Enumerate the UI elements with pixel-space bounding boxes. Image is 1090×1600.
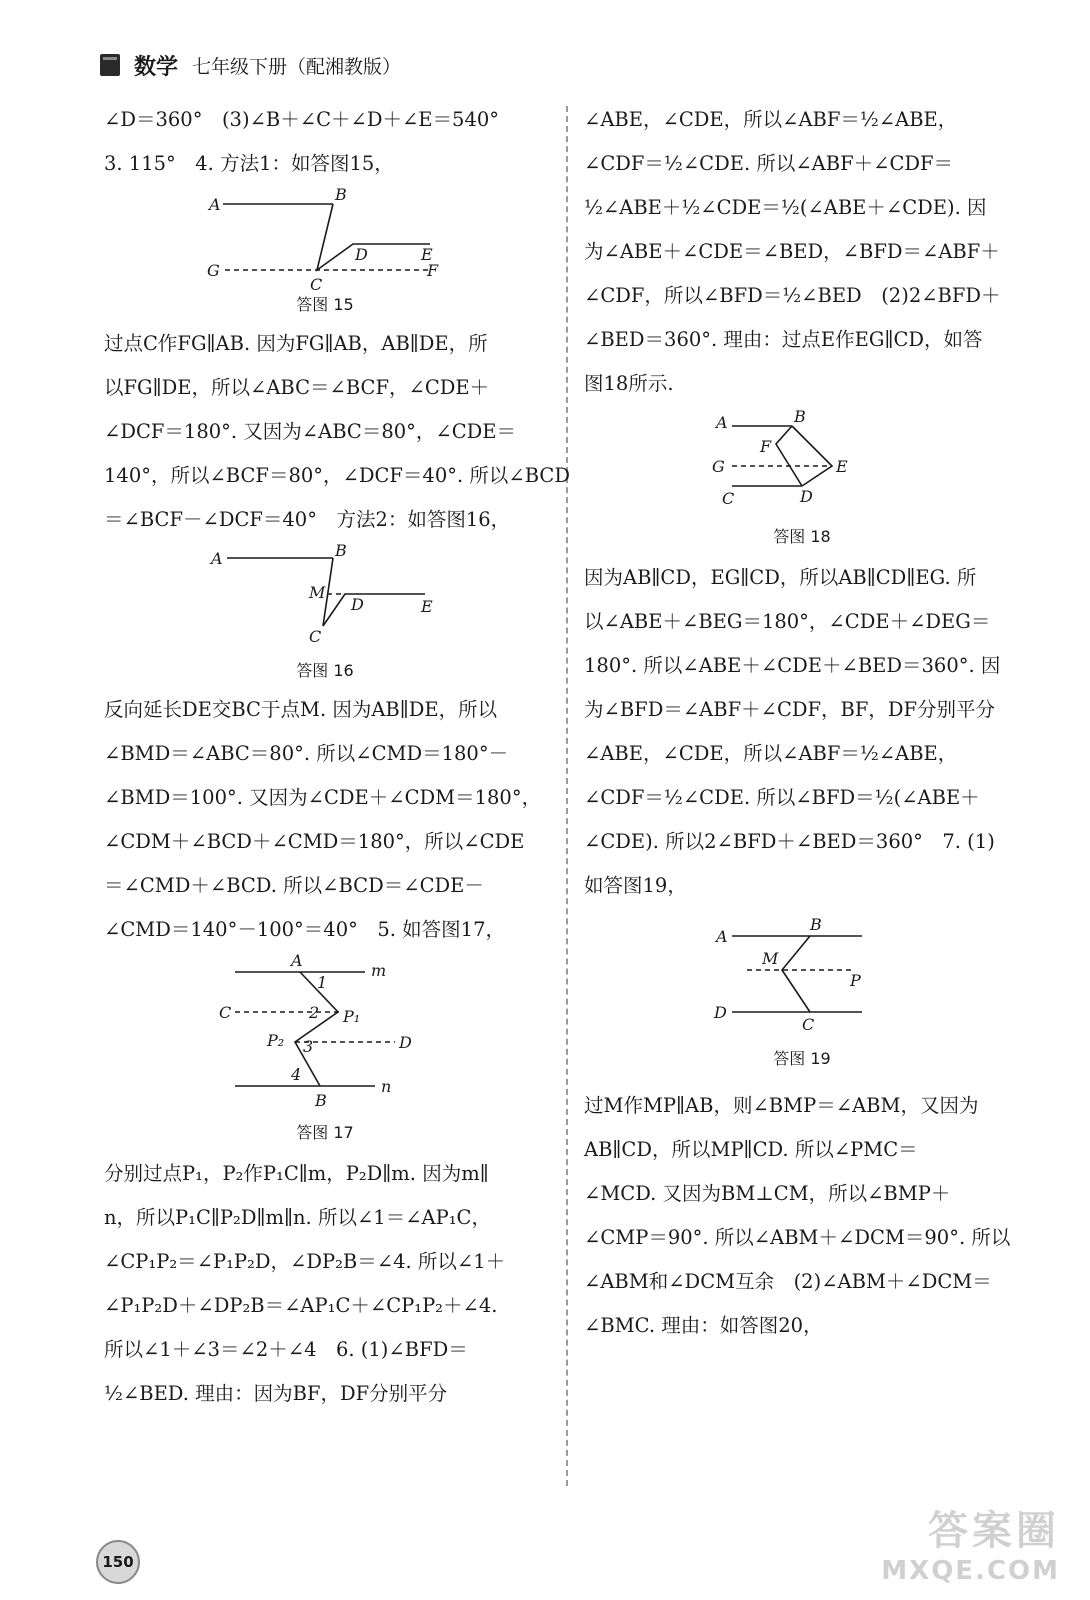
label-b: B	[315, 1091, 327, 1110]
text-line: ∠P₁P₂D＋∠DP₂B＝∠AP₁C＋∠CP₁P₂＋∠4.	[104, 1294, 498, 1317]
label-p: P	[850, 971, 861, 990]
label-n: n	[381, 1077, 392, 1096]
figure-caption: 答图 17	[296, 1123, 354, 1142]
text-line: 过点C作FG∥AB. 因为FG∥AB，AB∥DE，所	[104, 332, 488, 355]
label-d: D	[351, 595, 364, 614]
text-line: n，所以P₁C∥P₂D∥m∥n. 所以∠1＝∠AP₁C，	[104, 1206, 491, 1229]
text-line: ∠DCF＝180°. 又因为∠ABC＝80°，∠CDE＝	[104, 420, 517, 443]
label-a: A	[209, 195, 221, 214]
text-line: 因为AB∥CD，EG∥CD，所以AB∥CD∥EG. 所	[584, 566, 977, 589]
text-line: ∠CDF＝½∠CDE. 所以∠ABF＋∠CDF＝	[584, 152, 954, 175]
text-line: ∠ABM和∠DCM互余 (2)∠ABM＋∠DCM＝	[584, 1270, 992, 1293]
label-d: D	[714, 1003, 727, 1022]
polyline-cde	[323, 594, 425, 626]
text-line: 180°. 所以∠ABE＋∠CDE＋∠BED＝360°. 因	[584, 654, 1001, 677]
figure-18-diagram	[702, 406, 902, 526]
label-g: G	[207, 261, 220, 280]
text-line: 为∠BFD＝∠ABF＋∠CDF，BF，DF分别平分	[584, 698, 996, 721]
figure-caption: 答图 19	[773, 1049, 831, 1068]
text-line: 反向延长DE交BC于点M. 因为AB∥DE，所以	[104, 698, 498, 721]
left-column	[104, 98, 570, 1416]
label-m: M	[309, 583, 326, 602]
label-b: B	[335, 186, 347, 204]
label-g: G	[712, 457, 725, 476]
text-line: ∠CDF，所以∠BFD＝½∠BED (2)2∠BFD＋	[584, 284, 1001, 307]
polyline-bed	[792, 426, 832, 486]
text-line: ∠BMD＝100°. 又因为∠CDE＋∠CDM＝180°，	[104, 786, 542, 809]
label-p1: P₁	[343, 1007, 361, 1026]
text-line: 分别过点P₁，P₂作P₁C∥m，P₂D∥m. 因为m∥	[104, 1162, 489, 1185]
label-a: A	[291, 952, 303, 970]
page-header	[100, 48, 401, 82]
text-line: ½∠ABE＋½∠CDE＝½(∠ABE＋∠CDE). 因	[584, 196, 987, 219]
text-line: ∠CDE). 所以2∠BFD＋∠BED＝360° 7. (1)	[584, 830, 995, 853]
text-line: ＝∠CMD＋∠BCD. 所以∠BCD＝∠CDE－	[104, 874, 484, 897]
figure-caption: 答图 18	[773, 527, 831, 546]
subject-title: 数学	[134, 54, 179, 80]
label-c: C	[722, 489, 735, 508]
figure-caption: 答图 15	[296, 295, 354, 314]
right-column	[584, 98, 1020, 1348]
text-line: 所以∠1＋∠3＝∠2＋∠4 6. (1)∠BFD＝	[104, 1338, 468, 1361]
text-line: ＝∠BCF－∠DCF＝40° 方法2：如答图16，	[104, 508, 511, 531]
text-line: 为∠ABE＋∠CDE＝∠BED，∠BFD＝∠ABF＋	[584, 240, 1000, 263]
text-line: ∠CMP＝90°. 所以∠ABM＋∠DCM＝90°. 所以	[584, 1226, 1011, 1249]
label-e: E	[836, 457, 848, 476]
column-divider	[566, 106, 568, 1486]
label-angle-3: 3	[303, 1037, 314, 1056]
text-line: 以∠ABE＋∠BEG＝180°，∠CDE＋∠DEG＝	[584, 610, 991, 633]
label-c: C	[219, 1003, 232, 1022]
figure-15	[104, 186, 546, 322]
figure-16	[104, 542, 546, 688]
text-line: 140°，所以∠BCF＝80°，∠DCF＝40°. 所以∠BCD	[104, 464, 570, 487]
text-line: ½∠BED. 理由：因为BF，DF分别平分	[104, 1382, 448, 1405]
label-c: C	[310, 275, 323, 294]
polyline-bmc	[782, 936, 810, 1012]
label-a: A	[716, 927, 728, 946]
watermark-logo-text: 答案圈	[928, 1508, 1060, 1554]
watermark-url: MXQE.COM	[881, 1556, 1060, 1586]
figure-19	[584, 908, 1020, 1084]
label-angle-4: 4	[291, 1065, 302, 1084]
polyline-bfd	[776, 426, 802, 486]
label-b: B	[335, 542, 347, 560]
text-line: ∠D＝360° (3)∠B＋∠C＋∠D＋∠E＝540°	[104, 108, 500, 131]
figure-18	[584, 406, 1020, 556]
book-icon	[100, 54, 120, 76]
label-d: D	[800, 487, 813, 506]
text-line: ∠BMD＝∠ABC＝80°. 所以∠CMD＝180°－	[104, 742, 509, 765]
book-title: 七年级下册（配湘教版）	[192, 55, 402, 78]
label-e: E	[421, 245, 433, 264]
text-line: 过M作MP∥AB，则∠BMP＝∠ABM，又因为	[584, 1094, 979, 1117]
text-line: ∠CP₁P₂＝∠P₁P₂D，∠DP₂B＝∠4. 所以∠1＋	[104, 1250, 506, 1273]
label-e: E	[421, 597, 433, 616]
label-a: A	[716, 413, 728, 432]
text-line: ∠CDF＝½∠CDE. 所以∠BFD＝½(∠ABE＋	[584, 786, 980, 809]
text-line: ∠ABE，∠CDE，所以∠ABF＝½∠ABE，	[584, 108, 958, 131]
figure-19-diagram	[702, 908, 902, 1048]
text-line: 如答图19，	[584, 874, 687, 897]
text-line: AB∥CD，所以MP∥CD. 所以∠PMC＝	[584, 1138, 918, 1161]
label-m: M	[762, 949, 779, 968]
label-c: C	[309, 627, 322, 646]
polyline-bcde	[317, 204, 430, 270]
label-angle-1: 1	[317, 973, 328, 992]
text-line: 图18所示.	[584, 372, 674, 395]
label-d: D	[399, 1033, 412, 1052]
label-b: B	[810, 915, 822, 934]
label-b: B	[794, 407, 806, 426]
label-m: m	[371, 961, 387, 980]
text-line: 以FG∥DE，所以∠ABC＝∠BCF，∠CDE＋	[104, 376, 490, 399]
text-line: ∠CMD＝140°－100°＝40° 5. 如答图17，	[104, 918, 505, 941]
label-c: C	[802, 1015, 815, 1034]
label-f: F	[760, 437, 772, 456]
text-line: ∠MCD. 又因为BM⊥CM，所以∠BMP＋	[584, 1182, 951, 1205]
label-angle-2: 2	[309, 1003, 320, 1022]
text-line: ∠BED＝360°. 理由：过点E作EG∥CD，如答	[584, 328, 983, 351]
watermark	[881, 1499, 1060, 1586]
label-a: A	[211, 549, 223, 568]
label-p2: P₂	[267, 1031, 285, 1050]
text-line: ∠ABE，∠CDE，所以∠ABF＝½∠ABE，	[584, 742, 958, 765]
label-f: F	[427, 261, 439, 280]
figure-16-diagram	[205, 542, 445, 660]
figure-15-diagram	[205, 186, 445, 294]
page-number: 150	[96, 1540, 140, 1584]
text-line: ∠CDM＋∠BCD＋∠CMD＝180°，所以∠CDE	[104, 830, 525, 853]
text-line: 3. 115° 4. 方法1：如答图15，	[104, 152, 394, 175]
label-d: D	[355, 245, 368, 264]
figure-caption: 答图 16	[296, 661, 354, 680]
figure-17	[104, 952, 546, 1152]
text-line: ∠BMC. 理由：如答图20，	[584, 1314, 823, 1337]
figure-17-diagram	[195, 952, 455, 1122]
